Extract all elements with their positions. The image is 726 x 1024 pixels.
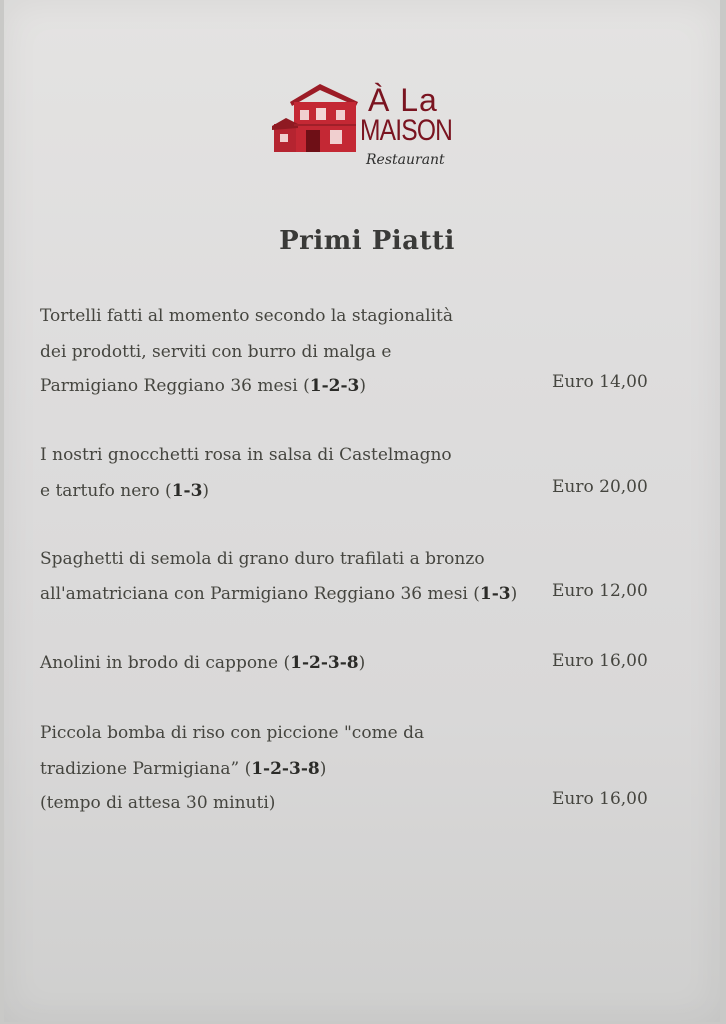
logo-text-maison: MAISON <box>360 114 453 147</box>
dish-2-line-2: e tartufo nero (1-3) <box>40 481 210 501</box>
dish-1-line-3: Parmigiano Reggiano 36 mesi (1-2-3) <box>40 376 366 396</box>
dish-3-line-2: all'amatriciana con Parmigiano Reggiano 36 mesi (1-3) <box>40 584 518 604</box>
dish-1-allergens: 1-2-3 <box>309 376 360 396</box>
dish-4-line-1: Anolini in brodo di cappone (1-2-3-8) <box>40 653 366 673</box>
logo-text-restaurant: Restaurant <box>366 152 445 168</box>
dish-1-price: Euro 14,00 <box>552 372 648 392</box>
dish-3-price: Euro 12,00 <box>552 581 648 601</box>
dish-2-line-1: I nostri gnocchetti rosa in salsa di Castelmagno <box>40 445 452 465</box>
logo-text-a-la: À La <box>368 82 438 118</box>
dish-4-allergens: 1-2-3-8 <box>290 653 359 673</box>
dish-5-line-1: Piccola bomba di riso con piccione "come da <box>40 723 425 743</box>
dish-5-line-2: tradizione Parmigiana” (1-2-3-8) <box>40 759 327 779</box>
dish-2-price: Euro 20,00 <box>552 477 648 497</box>
section-title: Primi Piatti <box>279 226 455 256</box>
dish-3-allergens: 1-3 <box>479 584 511 604</box>
dish-4-price: Euro 16,00 <box>552 651 648 671</box>
house-icon <box>272 80 364 154</box>
dish-5-note: (tempo di attesa 30 minuti) <box>40 793 276 813</box>
dish-1-line-2: dei prodotti, serviti con burro di malga e <box>40 342 392 362</box>
dish-2-allergens: 1-3 <box>171 481 203 501</box>
restaurant-logo <box>272 78 472 178</box>
dish-1-line-1: Tortelli fatti al momento secondo la stagionalità <box>40 306 454 326</box>
menu-page <box>4 0 720 1022</box>
dish-3-line-1: Spaghetti di semola di grano duro trafilati a bronzo <box>40 549 485 569</box>
dish-5-price: Euro 16,00 <box>552 789 648 809</box>
dish-5-allergens: 1-2-3-8 <box>251 759 320 779</box>
